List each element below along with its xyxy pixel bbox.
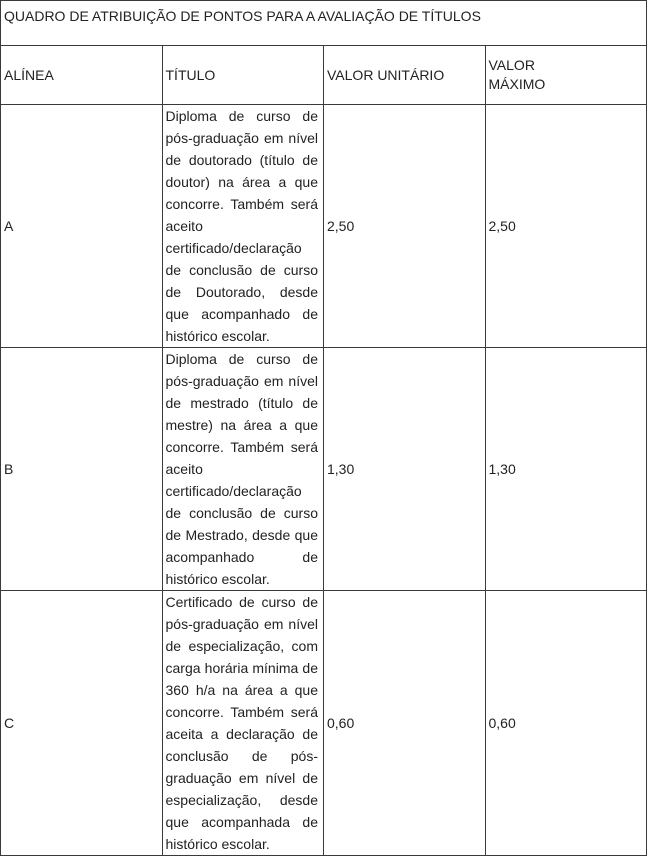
row-valor-maximo: 0,60 [485,591,647,856]
row-valor-unitario: 0,60 [324,591,486,856]
table-row [1,348,647,591]
header-titulo: TÍTULO [162,46,324,105]
row-valor-maximo: 2,50 [485,105,647,348]
row-titulo: Certificado de curso de pós-graduação em nível de especialização, com carga horária mínima de 360 h/a na área a que concorre. Também será aceita a declaração de conclusão de pós-graduação em nível de especialização, desde que acompanhada de histórico escolar. [162,591,324,856]
table-row [1,105,647,348]
row-alinea: A [1,105,163,348]
header-valor-unitario: VALOR UNITÁRIO [324,46,486,105]
row-alinea: C [1,591,163,856]
header-valor-maximo-line1: VALOR [488,57,535,73]
table-header-row [1,46,647,105]
header-alinea: ALÍNEA [1,46,163,105]
table-title-row [1,1,647,46]
row-valor-unitario: 2,50 [324,105,486,348]
header-valor-maximo [485,46,647,105]
table-title: QUADRO DE ATRIBUIÇÃO DE PONTOS PARA A AVALIAÇÃO DE TÍTULOS [1,1,647,46]
row-titulo: Diploma de curso de pós-graduação em nível de mestrado (título de mestre) na área a que concorre. Também será aceito certificado/declaração de conclusão de curso de Mestrado, desde que acompanhado de histórico escolar. [162,348,324,591]
header-valor-maximo-line2: MÁXIMO [488,76,546,92]
row-titulo: Diploma de curso de pós-graduação em nível de doutorado (título de doutor) na área a que concorre. Também será aceito certificado/declaração de conclusão de curso de Doutorado, desde que acompanhado de histórico escolar. [162,105,324,348]
row-alinea: B [1,348,163,591]
row-valor-maximo: 1,30 [485,348,647,591]
table-row [1,591,647,856]
row-valor-unitario: 1,30 [324,348,486,591]
